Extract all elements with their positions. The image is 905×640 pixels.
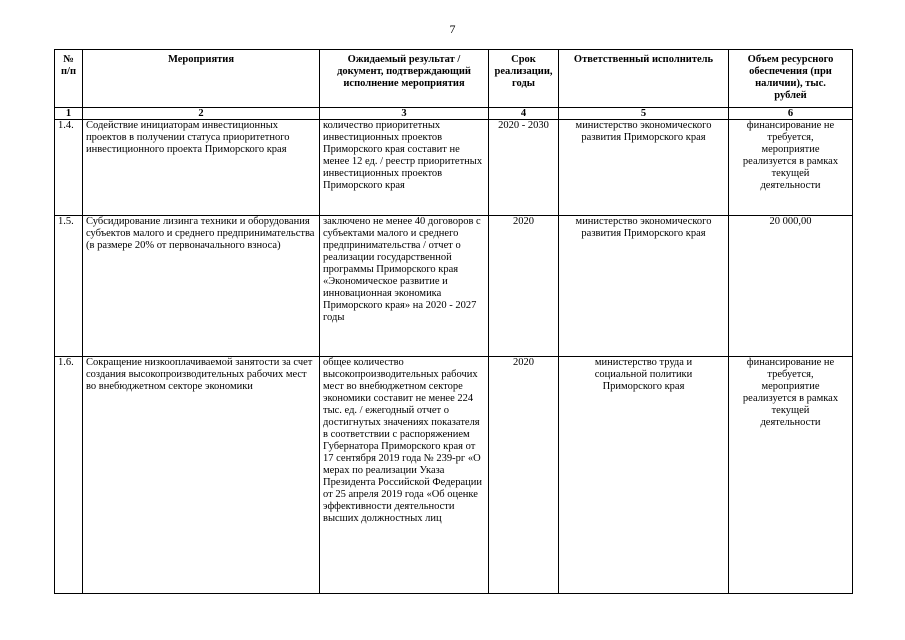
row-number: 1.5.: [55, 216, 83, 357]
row-result: заключено не менее 40 договоров с субъектами малого и среднего предпринимательства / отчет о реализации государственной программы Приморского края «Экономическое развитие и инновационная экономика Приморского края» на 2020 - 2027 годы: [320, 216, 489, 357]
measures-table: [54, 49, 853, 594]
row-activity: Субсидирование лизинга техники и оборудования субъектов малого и среднего предпринимательства (в размере 20% от первоначального взноса): [83, 216, 320, 357]
row-funding: финансирование не требуется, мероприятие реализуется в рамках текущей деятельности: [729, 120, 853, 216]
column-numbers-row: [55, 108, 853, 120]
column-number: 4: [489, 108, 559, 120]
table-row: [55, 120, 853, 216]
column-number: 5: [559, 108, 729, 120]
row-executor: министерство труда и социальной политики Приморского края: [559, 357, 729, 594]
row-term: 2020: [489, 216, 559, 357]
header-funding: Объем ресурсного обеспечения (при наличии), тыс. рублей: [729, 50, 853, 108]
header-result: Ожидаемый результат / документ, подтверждающий исполнение мероприятия: [320, 50, 489, 108]
row-activity: Сокращение низкооплачиваемой занятости за счет создания высокопроизводительных рабочих мест во внебюджетном секторе экономики: [83, 357, 320, 594]
row-executor: министерство экономического развития Приморского края: [559, 216, 729, 357]
column-number: 3: [320, 108, 489, 120]
row-term: 2020 - 2030: [489, 120, 559, 216]
table-row: [55, 357, 853, 594]
table-header-row: [55, 50, 853, 108]
row-result: количество приоритетных инвестиционных проектов Приморского края составит не менее 12 ед. / реестр приоритетных инвестиционных проектов Приморского края: [320, 120, 489, 216]
row-number: 1.6.: [55, 357, 83, 594]
header-executor: Ответственный исполнитель: [559, 50, 729, 108]
header-term: Срок реализации, годы: [489, 50, 559, 108]
column-number: 6: [729, 108, 853, 120]
table-row: [55, 216, 853, 357]
row-result: общее количество высокопроизводительных рабочих мест во внебюджетном секторе экономики составит не менее 224 тыс. ед. / ежегодный отчет о достигнутых значениях показателя в соответствии с распоряжением Губернатора Приморского края от 17 сентября 2019 года № 239-рг «О мерах по реализации Указа Президента Российской Федерации от 25 апреля 2019 года «Об оценке эффективности деятельности высших должностных лиц: [320, 357, 489, 594]
header-number: № п/п: [55, 50, 83, 108]
column-number: 1: [55, 108, 83, 120]
header-activity: Мероприятия: [83, 50, 320, 108]
row-funding: 20 000,00: [729, 216, 853, 357]
row-activity: Содействие инициаторам инвестиционных проектов в получении статуса приоритетного инвестиционного проекта Приморского края: [83, 120, 320, 216]
page-number: 7: [449, 22, 456, 36]
row-executor: министерство экономического развития Приморского края: [559, 120, 729, 216]
row-number: 1.4.: [55, 120, 83, 216]
row-term: 2020: [489, 357, 559, 594]
row-funding: финансирование не требуется, мероприятие реализуется в рамках текущей деятельности: [729, 357, 853, 594]
column-number: 2: [83, 108, 320, 120]
